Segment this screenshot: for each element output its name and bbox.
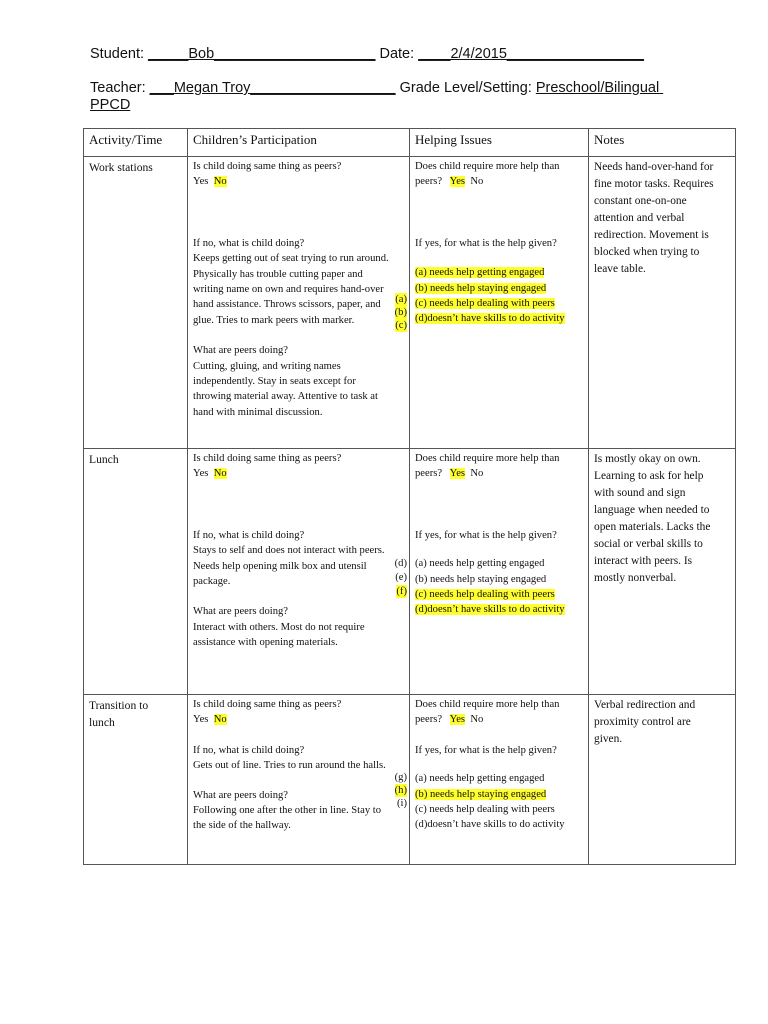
observation-table — [83, 128, 736, 865]
no-option: No — [470, 176, 484, 188]
help-question: Does child require more help than — [415, 161, 560, 172]
yes-option: Yes — [193, 176, 209, 188]
participation-cell — [188, 695, 410, 865]
note-text: mostly nonverbal. — [594, 572, 677, 584]
yes-option-selected: Yes — [449, 468, 466, 480]
yes-no-answer — [193, 712, 404, 727]
help-question: Does child require more help than — [415, 453, 560, 464]
peer-text: assistance with opening materials. — [193, 637, 338, 649]
column-header: Notes — [589, 129, 736, 157]
peers-question: What are peers doing? — [193, 789, 289, 801]
no-option: No — [470, 468, 484, 480]
help-option: (c) needs help dealing with peers — [415, 804, 555, 816]
note-text: blocked when trying to — [594, 246, 700, 258]
help-option: (d)doesn’t have skills to do activity — [415, 819, 565, 831]
note-text: social or verbal skills to — [594, 538, 703, 550]
note-text: with sound and sign — [594, 487, 686, 499]
peer-text: hand with minimal discussion. — [193, 406, 323, 418]
note-text: constant one-on-one — [594, 195, 687, 207]
help-answer — [415, 712, 583, 727]
note-text: leave table. — [594, 263, 646, 275]
student-line — [90, 45, 644, 63]
note-text: Needs hand-over-hand for — [594, 161, 714, 173]
teacher-line — [90, 79, 663, 97]
child-text: glue. Tries to mark peers with marker. — [193, 314, 355, 326]
option-label: (g) — [394, 772, 407, 783]
note-text: language when needed to — [594, 504, 710, 516]
help-option: (a) needs help getting engaged — [415, 267, 545, 279]
option-label: (a) — [395, 294, 407, 305]
same-question: Is child doing same thing as peers? — [193, 161, 342, 172]
grade-value: Preschool/Bilingual — [535, 80, 660, 96]
help-option: (c) needs help dealing with peers — [415, 589, 555, 601]
peers-question: What are peers doing? — [193, 345, 289, 357]
column-header: Children’s Participation — [188, 129, 410, 157]
child-text: writing name on own and requires hand-over — [193, 284, 384, 296]
peers-question: What are peers doing? — [193, 606, 289, 618]
option-label: (h) — [394, 785, 407, 796]
activity-label: Work stations — [89, 161, 153, 174]
help-answer — [415, 466, 583, 481]
notes-cell — [589, 449, 736, 695]
help-option: (b) needs help staying engaged — [415, 282, 547, 294]
notes-cell — [589, 157, 736, 449]
yes-option-selected: Yes — [449, 714, 466, 726]
teacher-label: Teacher: — [90, 80, 146, 96]
help-given-question: If yes, for what is the help given? — [415, 529, 557, 541]
help-question: Does child require more help than — [415, 699, 560, 710]
child-text: Gets out of line. Tries to run around the halls. — [193, 760, 386, 772]
peer-text: Following one after the other in line. Stay to — [193, 805, 382, 817]
note-text: Is mostly okay on own. — [594, 453, 701, 465]
notes-cell — [589, 695, 736, 865]
no-option-selected: No — [213, 714, 227, 726]
yes-no-answer — [193, 466, 404, 481]
help-option: (d)doesn’t have skills to do activity — [415, 604, 565, 616]
option-label: (c) — [395, 320, 407, 331]
option-label: (e) — [395, 572, 407, 583]
child-text: hand assistance. Throws scissors, paper, and — [193, 299, 381, 311]
grade-label: Grade Level/Setting: — [399, 80, 532, 96]
column-header: Activity/Time — [84, 129, 188, 157]
note-text: fine motor tasks. Requires — [594, 178, 714, 190]
participation-cell — [188, 157, 410, 449]
option-label: (b) — [394, 307, 407, 318]
help-question-cont: peers? — [415, 468, 443, 480]
note-text: given. — [594, 733, 623, 745]
help-option: (b) needs help staying engaged — [415, 788, 547, 800]
option-label: (f) — [396, 586, 407, 597]
table-row — [84, 449, 736, 695]
yes-no-answer — [193, 174, 404, 189]
teacher-value: ___Megan Troy__________________ — [149, 80, 396, 96]
help-option: (c) needs help dealing with peers — [415, 298, 555, 310]
activity-label: Lunch — [89, 453, 119, 466]
note-text: open materials. Lacks the — [594, 521, 711, 533]
table-header-row — [84, 129, 736, 157]
helping-cell — [410, 449, 589, 695]
column-header: Helping Issues — [410, 129, 589, 157]
peer-text: independently. Stay in seats except for — [193, 376, 356, 388]
no-option: No — [470, 714, 484, 726]
activity-cell — [84, 157, 188, 449]
activity-cell — [84, 449, 188, 695]
help-given-question: If yes, for what is the help given? — [415, 237, 557, 249]
what-question: If no, what is child doing? — [193, 744, 305, 756]
help-question-cont: peers? — [415, 714, 443, 726]
same-question: Is child doing same thing as peers? — [193, 699, 342, 710]
note-text: redirection. Movement is — [594, 229, 709, 241]
note-text: Verbal redirection and — [594, 699, 696, 711]
note-text: attention and verbal — [594, 212, 685, 224]
peer-text: throwing material away. Attentive to task at — [193, 391, 378, 403]
child-text: package. — [193, 576, 231, 588]
student-value: _____Bob____________________ — [148, 46, 376, 62]
help-option: (b) needs help staying engaged — [415, 573, 547, 585]
no-option-selected: No — [213, 468, 227, 480]
helping-cell — [410, 695, 589, 865]
date-value: ____2/4/2015_________________ — [418, 46, 644, 62]
help-given-question: If yes, for what is the help given? — [415, 744, 557, 756]
child-text: Needs help opening milk box and utensil — [193, 560, 367, 572]
student-label: Student: — [90, 46, 145, 62]
yes-option: Yes — [193, 714, 209, 726]
help-answer — [415, 174, 583, 189]
help-option: (a) needs help getting engaged — [415, 773, 545, 785]
yes-option: Yes — [193, 468, 209, 480]
note-text: Learning to ask for help — [594, 470, 704, 482]
activity-label: lunch — [89, 716, 115, 729]
help-option: (d)doesn’t have skills to do activity — [415, 313, 565, 325]
date-label: Date: — [379, 46, 415, 62]
yes-option-selected: Yes — [449, 176, 466, 188]
child-text: Stays to self and does not interact with peers. — [193, 545, 385, 557]
same-question: Is child doing same thing as peers? — [193, 453, 342, 464]
table-row — [84, 695, 736, 865]
help-question-cont: peers? — [415, 176, 443, 188]
helping-cell — [410, 157, 589, 449]
what-question: If no, what is child doing? — [193, 237, 305, 249]
note-text: proximity control are — [594, 716, 691, 728]
participation-cell — [188, 449, 410, 695]
option-label: (d) — [394, 558, 407, 569]
note-text: interact with peers. Is — [594, 555, 693, 567]
activity-cell — [84, 695, 188, 865]
what-question: If no, what is child doing? — [193, 529, 305, 541]
grade-value-continued: PPCD — [90, 97, 131, 113]
help-option: (a) needs help getting engaged — [415, 558, 545, 570]
child-text: Physically has trouble cutting paper and — [193, 268, 363, 280]
child-text: Keeps getting out of seat trying to run around. — [193, 253, 389, 265]
peer-text: the side of the hallway. — [193, 820, 291, 832]
table-row — [84, 157, 736, 449]
option-label: (i) — [397, 798, 407, 809]
peer-text: Cutting, gluing, and writing names — [193, 360, 341, 372]
peer-text: Interact with others. Most do not require — [193, 621, 365, 633]
activity-label: Transition to — [89, 699, 149, 712]
no-option-selected: No — [213, 176, 227, 188]
